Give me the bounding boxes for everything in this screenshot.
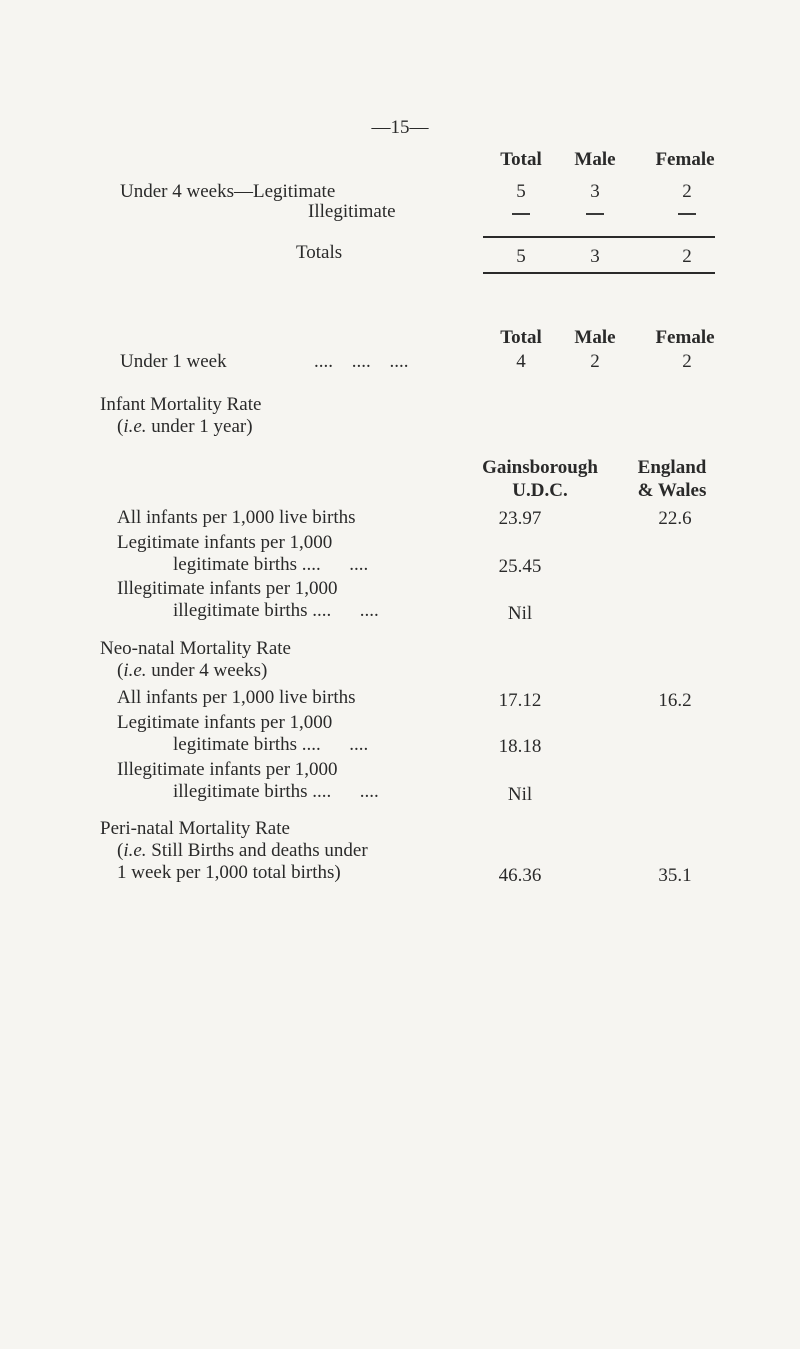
cell-value: 2 xyxy=(682,181,692,202)
row-label-under-1-week: Under 1 week xyxy=(120,351,227,372)
row-label: All infants per 1,000 live births xyxy=(117,687,356,708)
value-gainsborough: Nil xyxy=(507,603,533,624)
row-label: All infants per 1,000 live births xyxy=(117,507,356,528)
totals-top-rule xyxy=(483,236,715,238)
col-header-male: Male xyxy=(574,149,616,170)
cell-value: 2 xyxy=(682,351,692,372)
dot-leaders: .... .... .... xyxy=(314,351,409,372)
section-title-perinatal: Peri-natal Mortality Rate xyxy=(100,818,290,839)
row-label-cont: legitimate births .... .... xyxy=(173,554,369,575)
section-subtitle-perinatal-cont: 1 week per 1,000 total births) xyxy=(117,862,341,883)
value-gainsborough: 23.97 xyxy=(498,508,542,529)
row-label: Illegitimate infants per 1,000 xyxy=(117,578,338,599)
section-subtitle-neonatal: (i.e. under 4 weeks) xyxy=(117,660,268,681)
section-title-infant: Infant Mortality Rate xyxy=(100,394,262,415)
page-number: —15— xyxy=(371,117,429,138)
totals-value: 5 xyxy=(516,246,526,267)
cell-value: 2 xyxy=(590,351,600,372)
value-england: 16.2 xyxy=(658,690,692,711)
col-header-total: Total xyxy=(500,327,542,348)
value-england: 35.1 xyxy=(658,865,692,886)
cell-value: 3 xyxy=(590,181,600,202)
totals-value: 3 xyxy=(590,246,600,267)
col-header-england-sub: & Wales xyxy=(637,480,707,501)
col-header-gainsborough: Gainsborough xyxy=(482,457,598,478)
col-header-total: Total xyxy=(500,149,542,170)
col-header-female: Female xyxy=(655,149,715,170)
totals-value: 2 xyxy=(682,246,692,267)
dash-total xyxy=(512,213,530,215)
section-title-neonatal: Neo-natal Mortality Rate xyxy=(100,638,291,659)
value-gainsborough: 17.12 xyxy=(498,690,542,711)
value-england: 22.6 xyxy=(658,508,692,529)
value-gainsborough: 25.45 xyxy=(498,556,542,577)
totals-bottom-rule xyxy=(483,272,715,274)
col-header-england: England xyxy=(637,457,707,478)
col-header-male: Male xyxy=(574,327,616,348)
value-gainsborough: 18.18 xyxy=(498,736,542,757)
row-label-illegitimate: Illegitimate xyxy=(308,201,396,222)
dash-female xyxy=(678,213,696,215)
col-header-female: Female xyxy=(655,327,715,348)
dash-male xyxy=(586,213,604,215)
cell-value: 4 xyxy=(516,351,526,372)
value-gainsborough: 46.36 xyxy=(498,865,542,886)
row-label-cont: legitimate births .... .... xyxy=(173,734,369,755)
col-header-gainsborough-sub: U.D.C. xyxy=(512,480,568,501)
totals-label: Totals xyxy=(296,242,343,263)
row-label: Illegitimate infants per 1,000 xyxy=(117,759,338,780)
section-subtitle-perinatal: (i.e. Still Births and deaths under xyxy=(117,840,368,861)
row-label: Legitimate infants per 1,000 xyxy=(117,712,333,733)
row-label-cont: illegitimate births .... .... xyxy=(173,781,379,802)
row-label: Legitimate infants per 1,000 xyxy=(117,532,333,553)
row-label-cont: illegitimate births .... .... xyxy=(173,600,379,621)
value-gainsborough: Nil xyxy=(507,784,533,805)
section-subtitle-infant: (i.e. under 1 year) xyxy=(117,416,253,437)
row-label-legitimate: Under 4 weeks—Legitimate xyxy=(120,181,336,202)
cell-value: 5 xyxy=(516,181,526,202)
